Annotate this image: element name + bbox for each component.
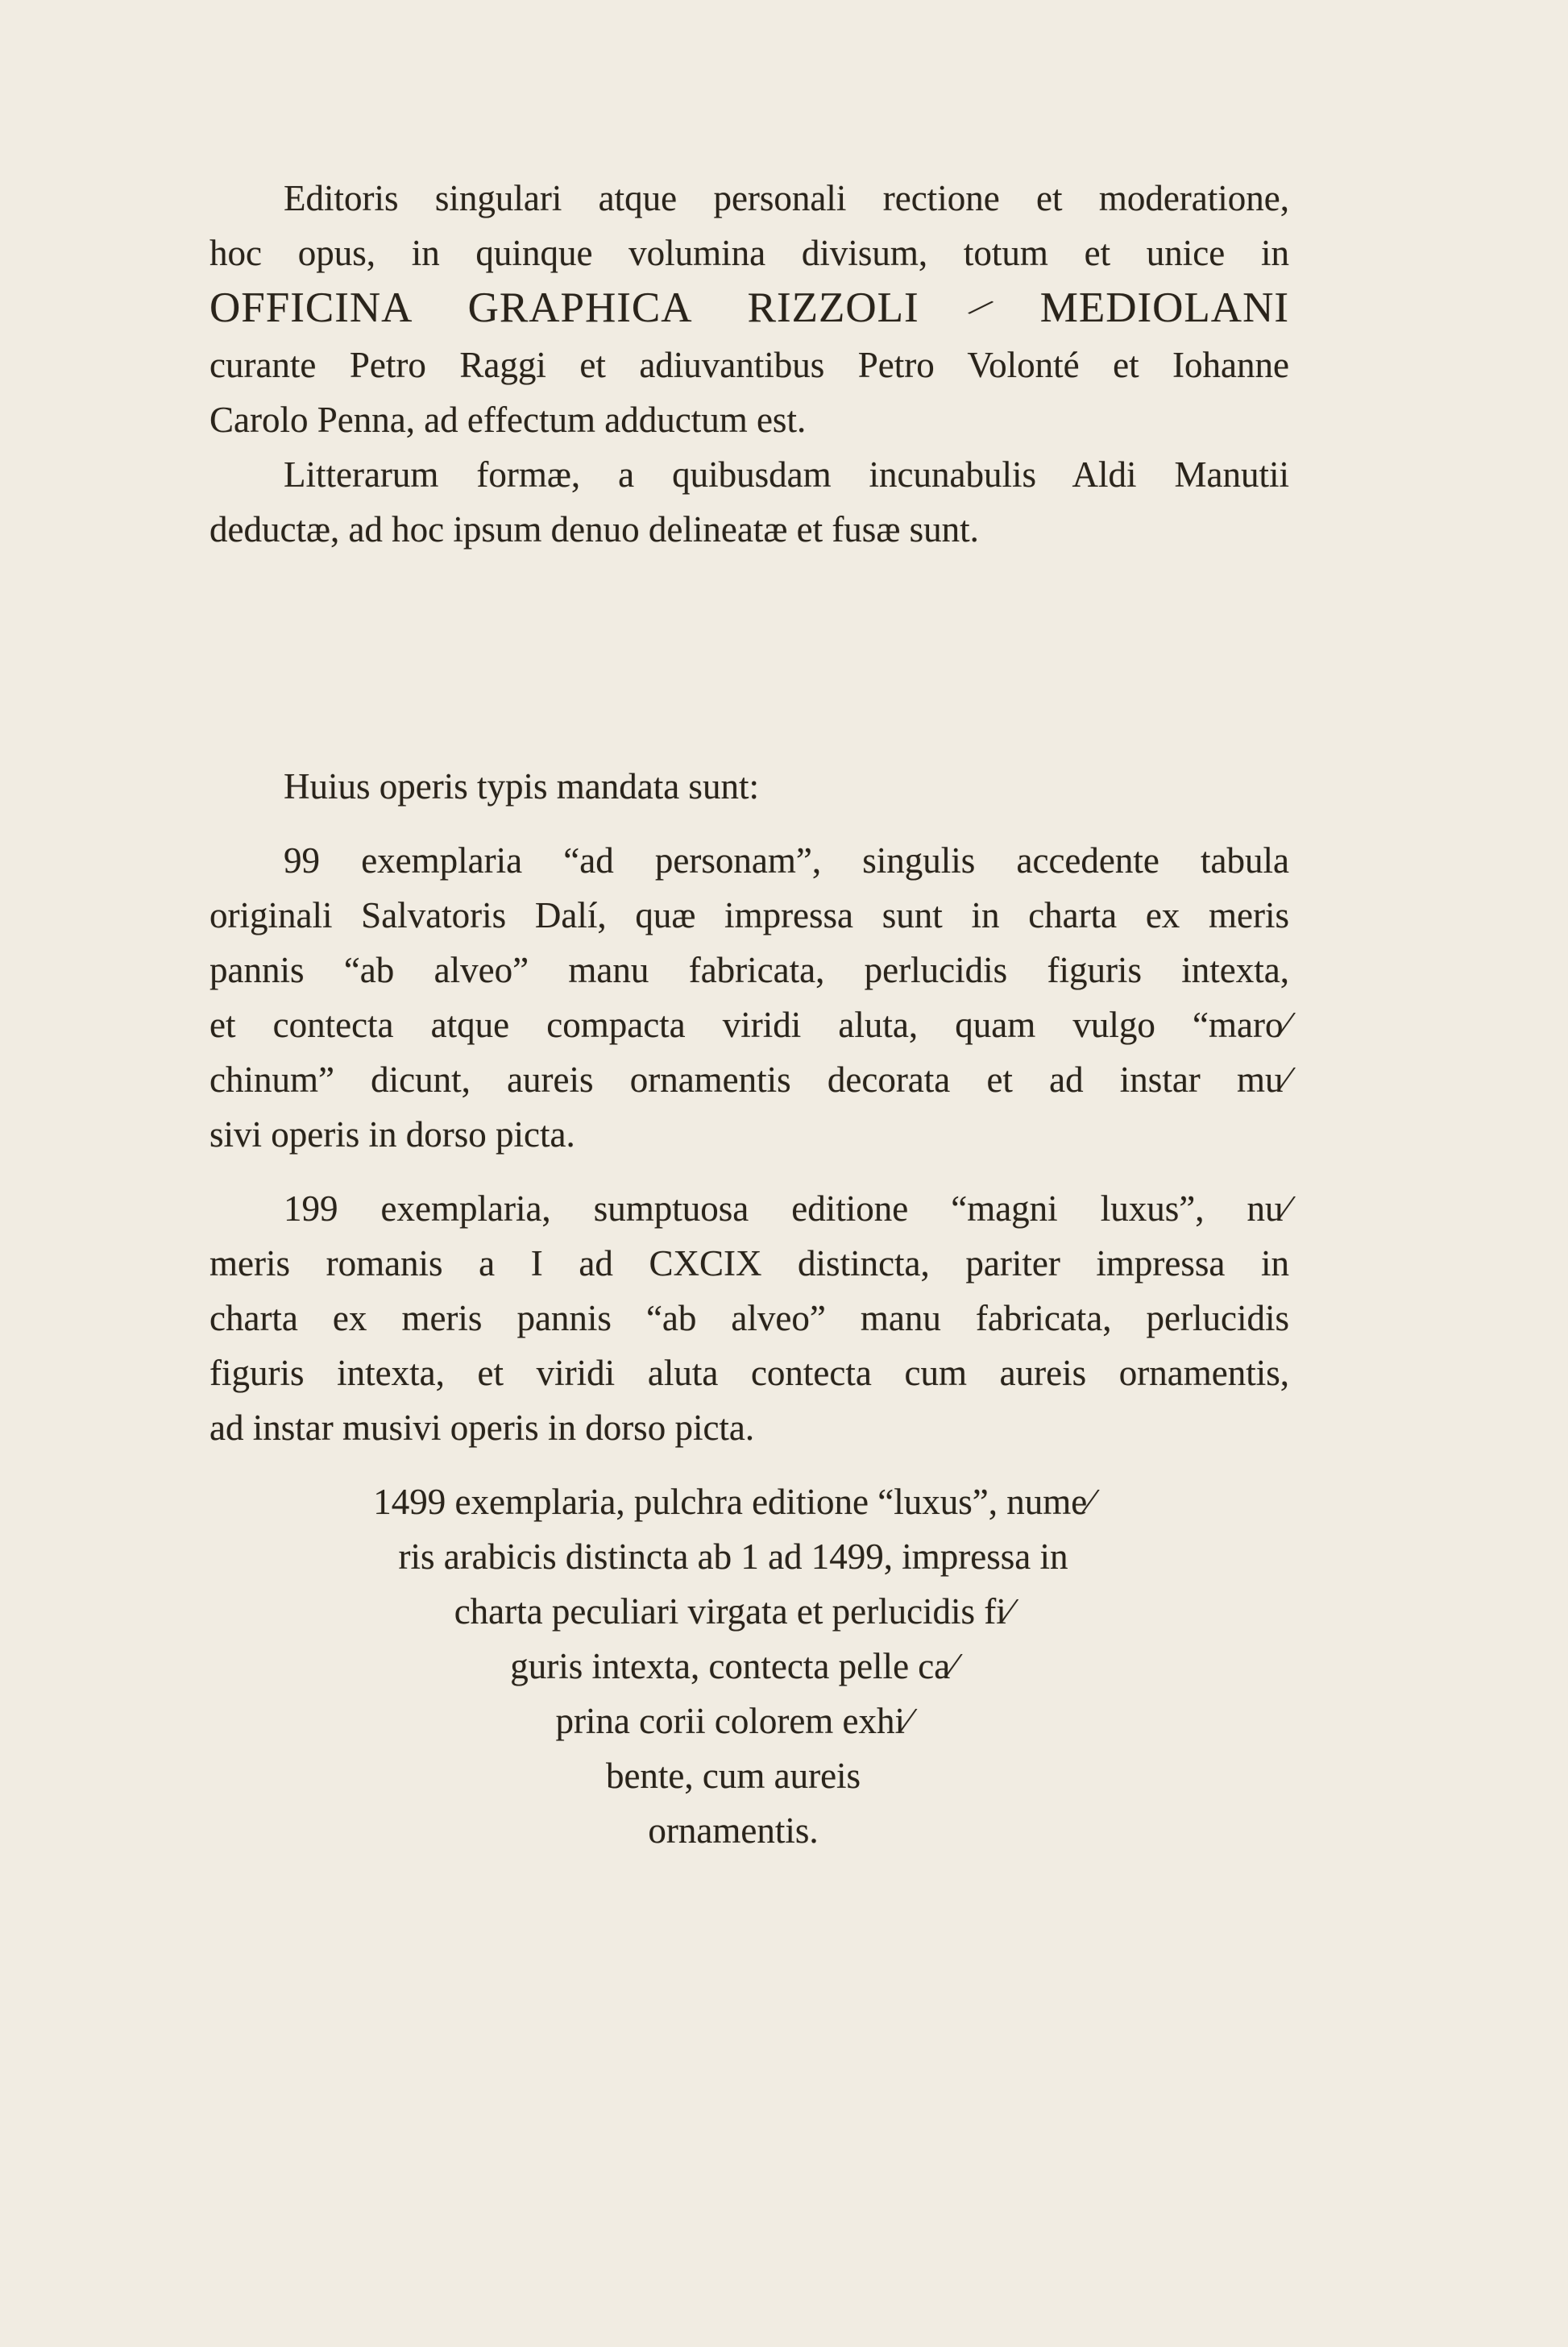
text-line: sivi operis in dorso picta. (209, 1114, 575, 1155)
section-heading (209, 759, 1289, 814)
text-line: charta ex meris pannis “ab alveo” manu fabricata, perlucidis (209, 1298, 1289, 1338)
text-line: ris arabicis distincta ab 1 ad 1499, impressa in (398, 1536, 1068, 1577)
text-line: deductæ, ad hoc ipsum denuo delineatæ et fusæ sunt. (209, 509, 979, 549)
paragraph-typeface (209, 447, 1289, 557)
text-line: 199 exemplaria, sumptuosa editione “magni luxus”, nu⁄ (284, 1188, 1289, 1229)
officina-left-text: OFFICINA GRAPHICA RIZZOLI (209, 284, 919, 331)
text-line: bente, cum aureis (605, 1756, 861, 1796)
text-line: charta peculiari virgata et perlucidis fi⁄ (454, 1591, 1013, 1632)
text-line: Litterarum formæ, a quibusdam incunabulis Aldi Manutii (284, 454, 1289, 495)
text-line: curante Petro Raggi et adiuvantibus Petro Volonté et Iohanne (209, 345, 1289, 385)
text-line: chinum” dicunt, aureis ornamentis decorata et ad instar mu⁄ (209, 1059, 1289, 1100)
text-line: Carolo Penna, ad effectum adductum est. (209, 400, 807, 440)
oblique-separator-mark: ⁄ (969, 289, 993, 326)
text-line: figuris intexta, et viridi aluta contecta cum aureis ornamentis, (209, 1353, 1289, 1393)
text-line: guris intexta, contecta pelle ca⁄ (510, 1646, 956, 1686)
text-line: et contecta atque compacta viridi aluta, quam vulgo “maro⁄ (209, 1005, 1289, 1045)
paragraph-edition-199 (209, 1181, 1289, 1455)
text-line: ad instar musivi operis in dorso picta. (209, 1408, 755, 1448)
text-line: hoc opus, in quinque volumina divisum, totum et unice in (209, 233, 1289, 273)
text-line: originali Salvatoris Dalí, quæ impressa sunt in charta ex meris (209, 895, 1289, 935)
text-line: meris romanis a I ad CXCIX distincta, pariter impressa in (209, 1243, 1289, 1283)
officina-right-text: MEDIOLANI (1039, 284, 1289, 331)
text-line: pannis “ab alveo” manu fabricata, perlucidis figuris intexta, (209, 950, 1289, 990)
text-line-officina (209, 280, 1289, 338)
text-line: prina corii colorem exhi⁄ (555, 1701, 911, 1741)
paragraph-edition-1499 (193, 1474, 1273, 1858)
text-line: 1499 exemplaria, pulchra editione “luxus”, nume⁄ (373, 1482, 1093, 1522)
paragraph-edition-99 (209, 833, 1289, 1162)
paragraph-editoris (209, 171, 1289, 447)
text-line: 99 exemplaria “ad personam”, singulis accedente tabula (284, 840, 1289, 881)
heading-line: Huius operis typis mandata sunt: (284, 766, 759, 807)
text-line: Editoris singulari atque personali rectione et moderatione, (284, 178, 1289, 218)
text-line: ornamentis. (648, 1810, 819, 1851)
